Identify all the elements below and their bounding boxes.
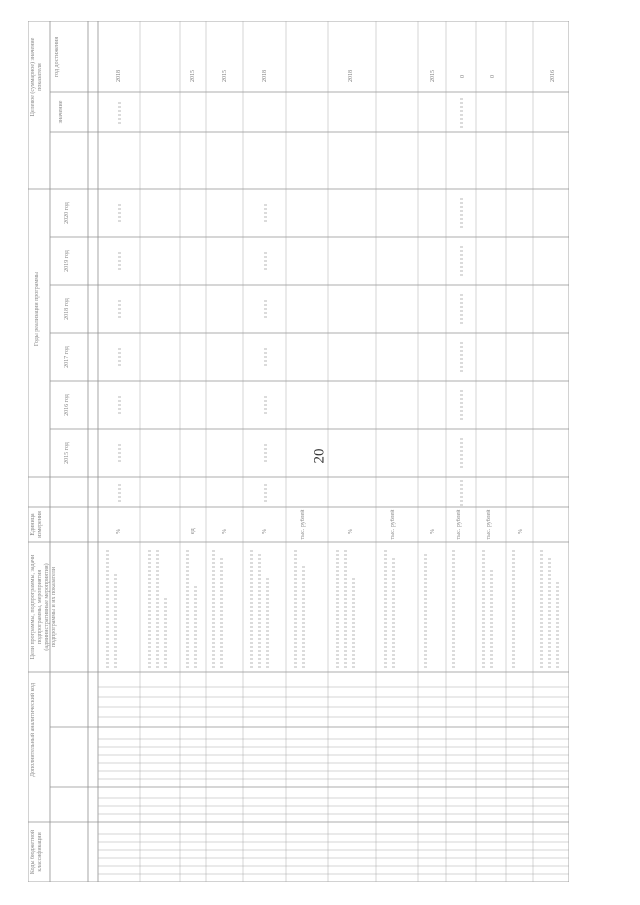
illegible-text (490, 570, 493, 668)
row-unit: % (518, 529, 524, 534)
row-end-year: 2016 (550, 70, 556, 82)
year-header-2019: 2019 год (64, 250, 70, 272)
illegible-text (556, 582, 559, 668)
illegible-value (460, 246, 463, 276)
illegible-text (156, 550, 159, 668)
row-end-year: 2018 (262, 70, 268, 82)
row-end-year: 2015 (430, 70, 436, 82)
illegible-value (460, 390, 463, 420)
illegible-text (548, 556, 551, 668)
illegible-text (212, 550, 215, 668)
header-name-column: Цели программы, подпрограммы, задачи подпрограммы, мероприятия (административные мероприятия) подпрограммы и их показатели (30, 554, 57, 660)
illegible-value (264, 444, 267, 462)
row-unit: тыс. рублей (300, 509, 306, 540)
illegible-value (264, 396, 267, 414)
illegible-value (118, 348, 121, 366)
table-grid (28, 21, 569, 882)
illegible-text (512, 550, 515, 668)
illegible-value (118, 300, 121, 318)
row-end-year: 2015 (222, 70, 228, 82)
illegible-value (118, 102, 121, 124)
illegible-value (460, 98, 463, 128)
year-header-2016: 2016 год (64, 394, 70, 416)
illegible-value (264, 484, 267, 502)
program-table (28, 21, 569, 882)
header-years-column: Годы реализации программы (34, 271, 40, 347)
illegible-text (352, 576, 355, 668)
illegible-text (258, 552, 261, 668)
illegible-text (336, 548, 339, 668)
illegible-value (118, 484, 121, 502)
row-unit: % (348, 529, 354, 534)
row-end-year: 0 (490, 75, 496, 78)
illegible-text (294, 550, 297, 668)
illegible-value (118, 396, 121, 414)
illegible-text (266, 578, 269, 668)
illegible-value (460, 342, 463, 372)
row-end-year: 0 (460, 75, 466, 78)
row-unit: % (222, 529, 228, 534)
illegible-value (460, 294, 463, 324)
header-target-column: Целевое (суммарное) значение показателя (30, 37, 43, 117)
header-target-year: год достижения (54, 36, 60, 78)
illegible-value (118, 204, 121, 222)
row-end-year: 2015 (190, 70, 196, 82)
header-target-value: значение (58, 100, 64, 124)
illegible-text (452, 550, 455, 668)
illegible-text (148, 548, 151, 668)
year-header-2020: 2020 год (64, 202, 70, 224)
year-header-2015: 2015 год (64, 442, 70, 464)
illegible-value (264, 300, 267, 318)
year-header-2017: 2017 год (64, 346, 70, 368)
illegible-text (194, 584, 197, 668)
illegible-value (460, 480, 463, 506)
year-header-2018: 2018 год (64, 298, 70, 320)
illegible-text (540, 548, 543, 668)
row-unit: тыс. рублей (456, 509, 462, 540)
illegible-text (250, 548, 253, 668)
illegible-value (460, 438, 463, 468)
illegible-value (264, 348, 267, 366)
illegible-text (220, 558, 223, 668)
row-unit: % (430, 529, 436, 534)
header-analytic-code: Дополнительный аналитический код (30, 682, 36, 778)
row-unit: ед (190, 528, 196, 534)
illegible-text (302, 564, 305, 668)
row-end-year: 2018 (116, 70, 122, 82)
illegible-text (344, 550, 347, 668)
illegible-value (118, 252, 121, 270)
illegible-text (424, 552, 427, 668)
row-unit: тыс. рублей (486, 509, 492, 540)
illegible-text (186, 548, 189, 668)
page-number: 20 (311, 448, 328, 464)
illegible-text (384, 548, 387, 668)
row-unit: тыс. рублей (390, 509, 396, 540)
header-budget-codes: Коды бюджетной классификации (30, 829, 43, 875)
illegible-value (264, 204, 267, 222)
row-unit: % (262, 529, 268, 534)
row-unit: % (116, 529, 122, 534)
row-end-year: 2018 (348, 70, 354, 82)
illegible-text (114, 572, 117, 668)
illegible-text (106, 550, 109, 668)
illegible-text (392, 556, 395, 668)
illegible-text (482, 548, 485, 668)
header-unit-column: Единица измерения (30, 511, 43, 538)
illegible-value (118, 444, 121, 462)
illegible-value (460, 198, 463, 228)
illegible-value (264, 252, 267, 270)
illegible-text (164, 598, 167, 668)
